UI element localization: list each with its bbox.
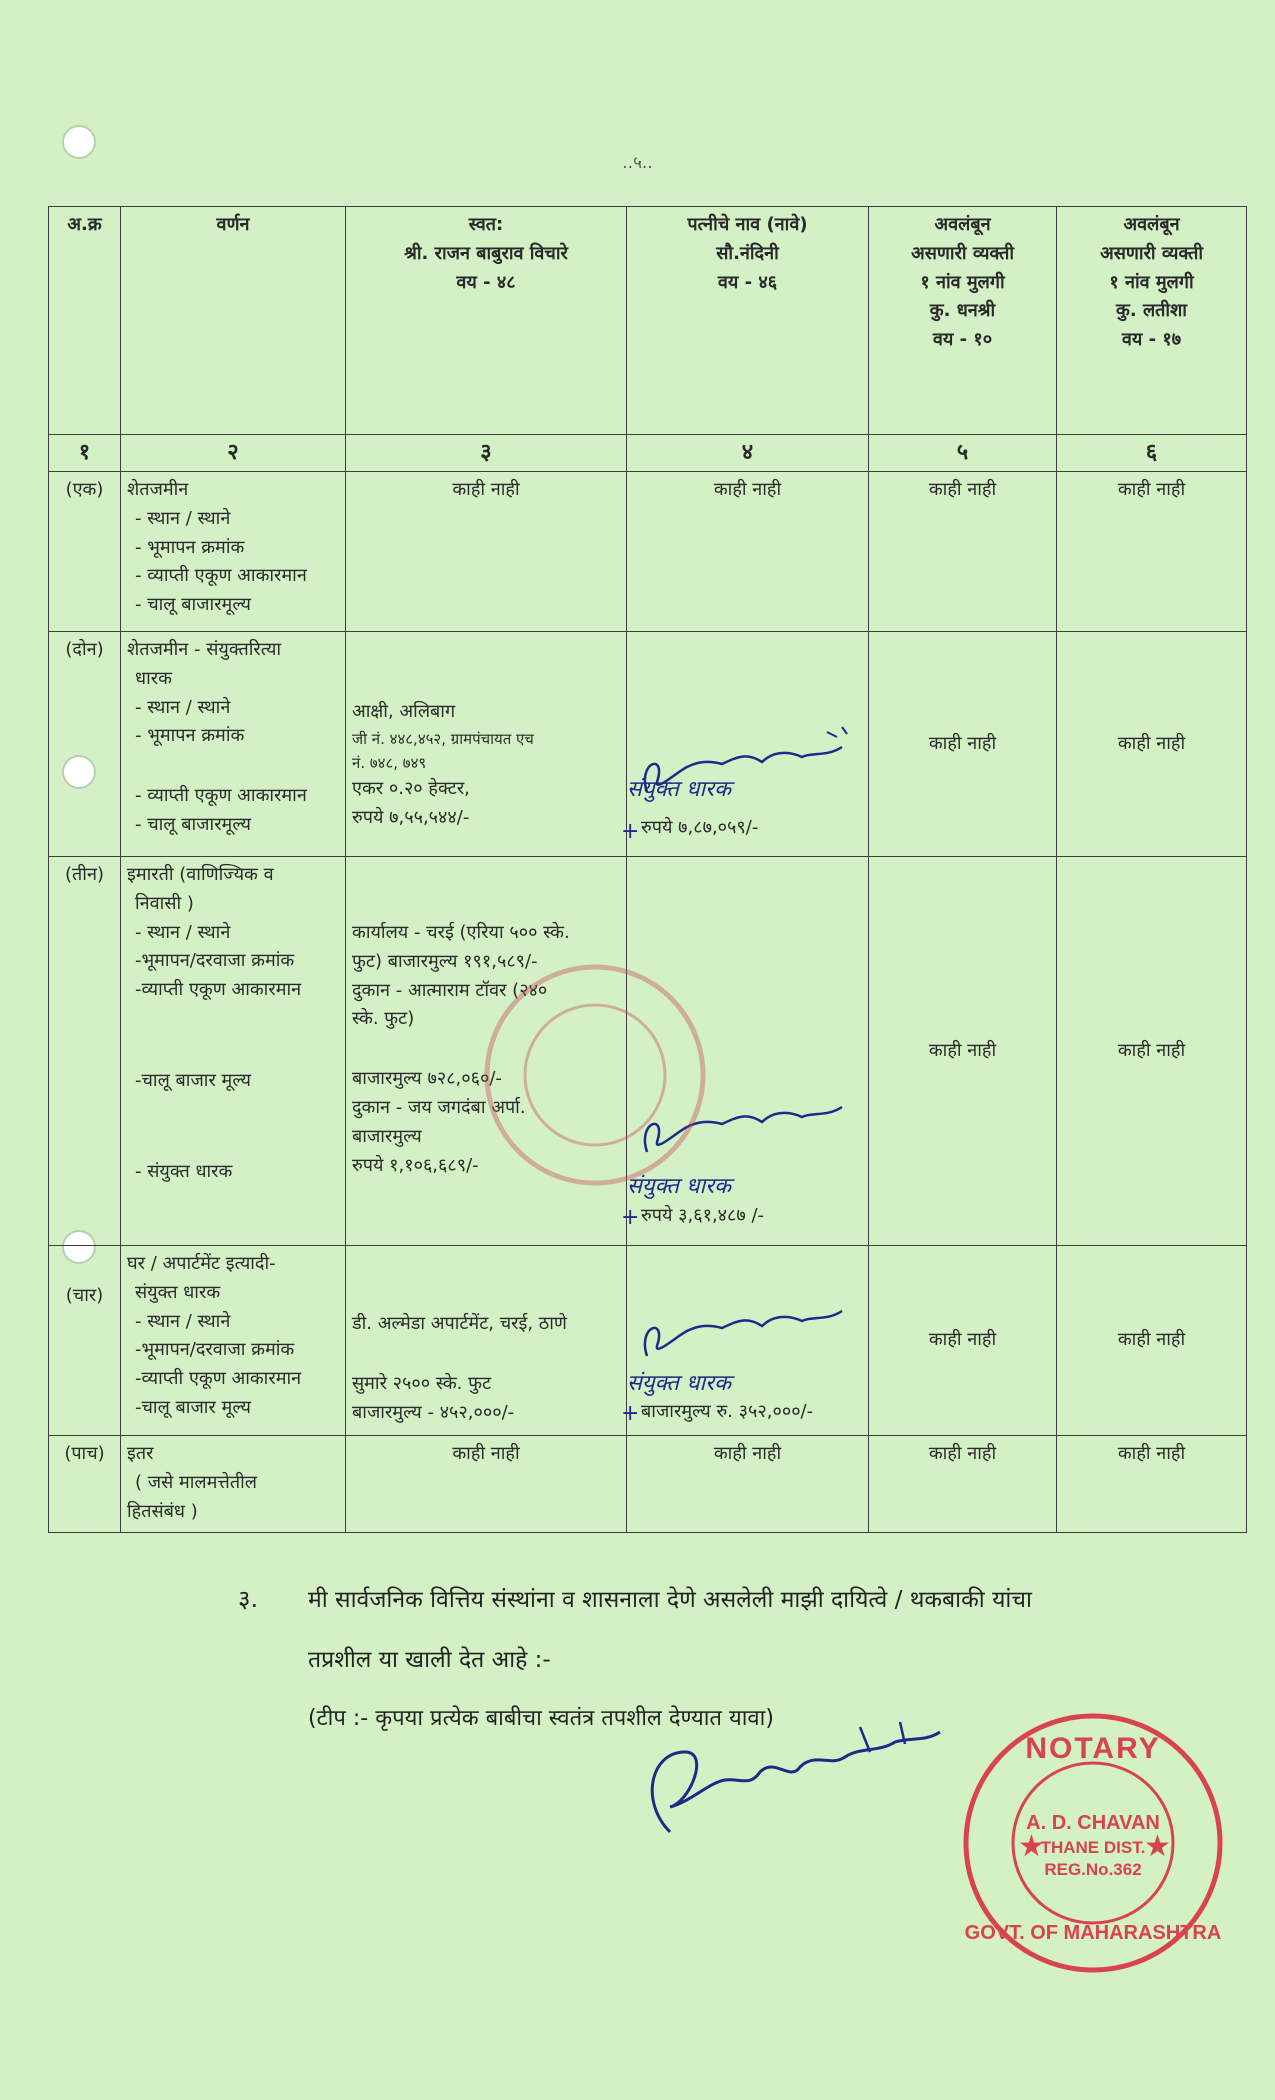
liabilities-line-2: तप्रशील या खाली देत आहे :- [308,1647,551,1673]
joint-holder-note: संयुक्त धारक [627,1371,732,1396]
table-row [49,632,1247,857]
row-serial: (दोन) [49,632,121,857]
header-dependent-1: अवलंबून असणारी व्यक्ती १ नांव मुलगी कु. धनश्री वय - १० [869,207,1057,435]
row-description: घर / अपार्टमेंट इत्यादी- संयुक्त धारक - स्थान / स्थाने -भूमापन/दरवाजा क्रमांक -व्याप्ती एकूण आकारमान -चालू बाजार मूल्य [121,1246,346,1436]
cell-spouse: काही नाही [627,1436,869,1533]
row-serial: (चार) [49,1246,121,1436]
cell-dependent-1: काही नाही [869,472,1057,632]
stamp-district: THANE DIST. [1040,1838,1146,1857]
row-description: शेतजमीन - संयुक्तरित्या धारक - स्थान / स्थाने - भूमापन क्रमांक - व्याप्ती एकूण आकारमान - चालू बाजारमूल्य [121,632,346,857]
col-number: २ [121,435,346,472]
row-serial: (पाच) [49,1436,121,1533]
header-row [49,207,1247,435]
liabilities-number: ३. [238,1585,259,1613]
row-serial: (एक) [49,472,121,632]
cell-spouse: काही नाही [627,472,869,632]
table-row [49,472,1247,632]
cell-dependent-2: काही नाही [1057,472,1247,632]
row-description: शेतजमीन - स्थान / स्थाने - भूमापन क्रमांक - व्याप्ती एकूण आकारमान - चालू बाजारमूल्य [121,472,346,632]
signature-icon [630,1712,970,1862]
spouse-value: रुपये ७,८७,०५९/- [641,817,759,838]
signature-icon [627,1296,867,1376]
cell-dependent-1: काही नाही [869,632,1057,857]
cell-dependent-2: काही नाही [1057,632,1247,857]
column-number-row [49,435,1247,472]
row-description: इमारती (वाणिज्यिक व निवासी ) - स्थान / स्थाने -भूमापन/दरवाजा क्रमांक -व्याप्ती एकूण आकारमान -चालू बाजार मूल्य - संयुक्त धारक [121,857,346,1246]
assets-table [48,206,1247,1533]
joint-holder-note: संयुक्त धारक [627,1174,732,1199]
plus-mark-icon: + [621,1205,640,1230]
page-number: ..५.. [622,153,653,173]
header-description: वर्णन [121,207,346,435]
header-spouse: पत्नीचे नाव (नावे) सौ.नंदिनी वय - ४६ [627,207,869,435]
col-number: ५ [869,435,1057,472]
stamp-top-text: NOTARY [1025,1732,1161,1765]
col-number: ४ [627,435,869,472]
cell-self: आक्षी, अलिबाग जी नं. ४४८,४५२, ग्रामपंचायत एच नं. ७४८, ७४९ एकर ०.२० हेक्टर, रुपये ७,५५,५४४/- [346,632,627,857]
col-number: १ [49,435,121,472]
cell-dependent-2: काही नाही [1057,1246,1247,1436]
cell-dependent-2: काही नाही [1057,1436,1247,1533]
header-dependent-2: अवलंबून असणारी व्यक्ती १ नांव मुलगी कु. लतीशा वय - १७ [1057,207,1247,435]
spouse-value: रुपये ३,६१,४८७ /- [641,1205,765,1226]
svg-text:★: ★ [1018,1829,1045,1864]
cell-spouse [621,1246,869,1436]
cell-dependent-1: काही नाही [869,1436,1057,1533]
svg-text:★: ★ [1144,1829,1171,1864]
header-self: स्वत: श्री. राजन बाबुराव विचारे वय - ४८ [346,207,627,435]
plus-mark-icon: + [621,1401,640,1426]
row-serial: (तीन) [49,857,121,1246]
cell-spouse [621,632,869,857]
table-row [49,1246,1247,1436]
notary-stamp-faint-icon [480,960,710,1190]
row-description: इतर ( जसे मालमत्तेतील हितसंबंध ) [121,1436,346,1533]
cell-self: कार्यालय - चरई (एरिया ५०० स्के. फुट) बाजारमुल्य १९१,५८९/- दुकान - आत्माराम टॉवर (२४० स्के. फुट) बाजारमुल्य ७२८,०६०/- दुकान - जय जगदंबा अर्पा. बाजारमुल्य रुपये १,१०६,६८९/- [346,857,627,1246]
joint-holder-note: संयुक्त धारक [627,777,732,802]
notary-stamp [958,1708,1228,1978]
liabilities-note: (टीप :- कृपया प्रत्येक बाबीचा स्वतंत्र तपशील देण्यात यावा) [308,1706,774,1731]
cell-self: काही नाही [346,472,627,632]
cell-dependent-2: काही नाही [1057,857,1247,1246]
stamp-reg: REG.No.362 [1044,1860,1142,1879]
spouse-value: बाजारमुल्य रु. ३५२,०००/- [641,1401,814,1422]
liabilities-line-1: मी सार्वजनिक वित्तिय संस्थांना व शासनाला देणे असलेली माझी दायित्वे / थकबाकी यांचा [308,1587,1032,1613]
cell-self: डी. अल्मेडा अपार्टमेंट, चरई, ठाणे सुमारे २५०० स्के. फुट बाजारमुल्य - ४५२,०००/- [346,1246,627,1436]
header-serial: अ.क्र [49,207,121,435]
stamp-name: A. D. CHAVAN [1026,1812,1160,1834]
col-number: ६ [1057,435,1247,472]
col-number: ३ [346,435,627,472]
plus-mark-icon: + [621,819,640,844]
cell-self: काही नाही [346,1436,627,1533]
cell-dependent-1: काही नाही [869,1246,1057,1436]
table-row [49,1436,1247,1533]
stamp-bottom-text: GOVT. OF MAHARASHTRA [964,1922,1222,1944]
cell-dependent-1: काही नाही [869,857,1057,1246]
